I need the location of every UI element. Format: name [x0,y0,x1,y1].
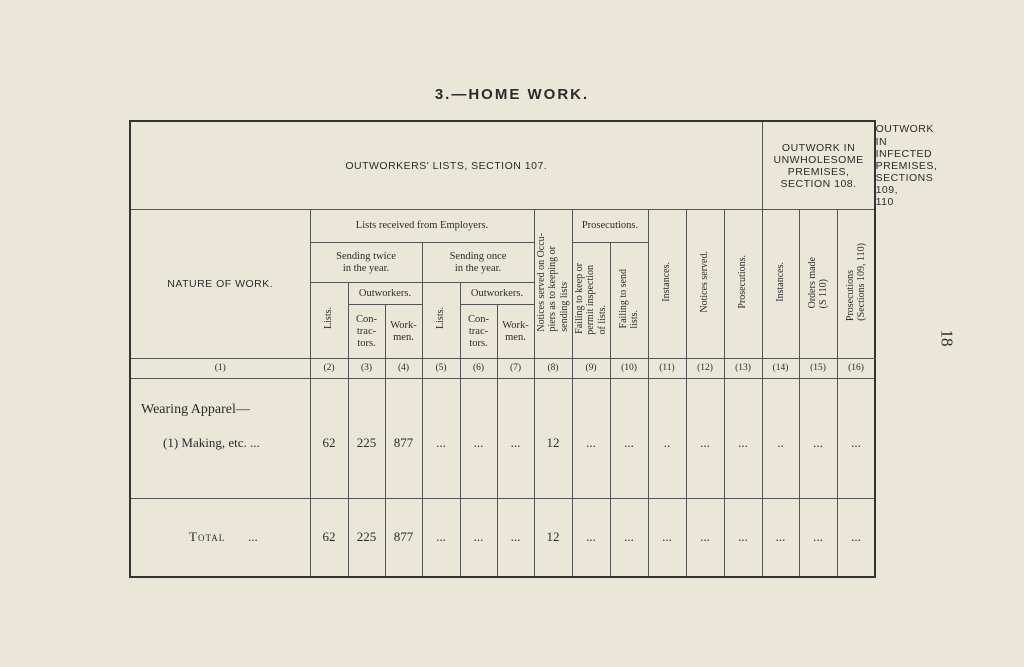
col-num: (8) [534,359,572,379]
sending-once-header: Sending once in the year. [422,243,534,282]
instances-header-11: Instances. [648,210,686,359]
group-label: Wearing Apparel— [130,378,310,417]
col-num: (1) [130,359,310,379]
total-cell: ... [460,498,497,577]
total-cell: ... [422,498,460,577]
cell: 225 [348,418,385,470]
col-num: (10) [610,359,648,379]
total-cell: ... [497,498,534,577]
notices-served-12-header: Notices served. [686,210,724,359]
cell: ... [837,418,875,470]
total-cell: 225 [348,498,385,577]
sending-twice-header: Sending twice in the year. [310,243,422,282]
notices-served-header: Notices served on Occu-piers as to keeping orsending lists [534,210,572,359]
prosecutions-sections-header: Prosecutions(Sections 109, 110) [837,210,875,359]
page-number: 18 [937,329,957,347]
cell: ... [422,418,460,470]
col-num: (7) [497,359,534,379]
workmen-header-7: Work- men. [497,305,534,359]
col-num: (2) [310,359,348,379]
lists-received-header: Lists received from Employers. [310,210,534,243]
col-num: (12) [686,359,724,379]
total-cell: ... [837,498,875,577]
prosecutions-group-header: Prosecutions. [572,210,648,243]
row-label: (1) Making, etc. ... [130,418,310,470]
home-work-table: OUTWORKERS' LISTS, SECTION 107. OUTWORK IN UNWHOLESOME PREMISES, SECTION 108. OUTWORK IN INFECTED PREMISES, SECTIONS 109, 110 NATURE OF WORK. Lists received from Employers. Notices served on Occu-piers as to keeping orsending lists Prosecutions. Instances. Notices served. Prosecutions. Instances. Orders made(S 110) Prosecutions(Sections 109, 110) Sending twice in the year. Sending once in the year. Failing to keep orpermit inspectionof lists. Failing to sendlists. Lists. Outworkers. Lists. Outworkers. Con- trac- tors. Work- men. Con- trac- tors. Work- men. (1) (2) (3) (4) (5) (6) (7) (8) (9) (10) (11) (12) (13) (14) (15) (16) Wearing Apparel— (1) Making, etc. ... 62 225 877 ... ... ... 12 ... ... .. ... ... .. ... ... Total ... 62 225 877 ... ... ... 12 ... ... ... ... ... ... ... ... [129,120,876,578]
col-num: (4) [385,359,422,379]
outworkers-header-twice: Outworkers. [348,282,422,305]
orders-made-header: Orders made(S 110) [799,210,837,359]
col-num: (5) [422,359,460,379]
failing-send-header: Failing to sendlists. [610,243,648,359]
col-num: (11) [648,359,686,379]
total-cell: ... [686,498,724,577]
contractors-header-3: Con- trac- tors. [348,305,385,359]
total-cell: ... [648,498,686,577]
total-cell: 877 [385,498,422,577]
total-cell: 12 [534,498,572,577]
cell: .. [648,418,686,470]
col-num: (14) [762,359,799,379]
col-num: (3) [348,359,385,379]
col-num: (6) [460,359,497,379]
lists-header-5: Lists. [422,282,460,359]
cell: ... [497,418,534,470]
total-cell: ... [762,498,799,577]
cell: 877 [385,418,422,470]
cell: 12 [534,418,572,470]
column-numbers-row [130,359,875,379]
total-cell: ... [610,498,648,577]
col-num: (16) [837,359,875,379]
cell: 62 [310,418,348,470]
cell: ... [686,418,724,470]
lists-header-2: Lists. [310,282,348,359]
total-label: Total ... [130,498,310,577]
total-cell: ... [799,498,837,577]
outworkers-header-once: Outworkers. [460,282,534,305]
failing-keep-header: Failing to keep orpermit inspectionof lists. [572,243,610,359]
cell: ... [572,418,610,470]
table-row [130,418,875,470]
nature-of-work-header: NATURE OF WORK. [130,210,310,359]
cell: ... [799,418,837,470]
total-row [130,498,875,577]
cell: ... [460,418,497,470]
col-num: (15) [799,359,837,379]
cell: .. [762,418,799,470]
cell: ... [610,418,648,470]
page-title: 3.—HOME WORK. [434,86,590,103]
cell: ... [724,418,762,470]
spacer-row [130,378,875,417]
total-cell: ... [724,498,762,577]
total-cell: ... [572,498,610,577]
spacer-row [130,469,875,498]
workmen-header-4: Work- men. [385,305,422,359]
prosecutions-13-header: Prosecutions. [724,210,762,359]
instances-header-14: Instances. [762,210,799,359]
outworkers-lists-header: OUTWORKERS' LISTS, SECTION 107. [130,121,762,210]
contractors-header-6: Con- trac- tors. [460,305,497,359]
col-num: (9) [572,359,610,379]
total-cell: 62 [310,498,348,577]
col-num: (13) [724,359,762,379]
unwholesome-header: OUTWORK IN UNWHOLESOME PREMISES, SECTION 108. [762,121,875,210]
